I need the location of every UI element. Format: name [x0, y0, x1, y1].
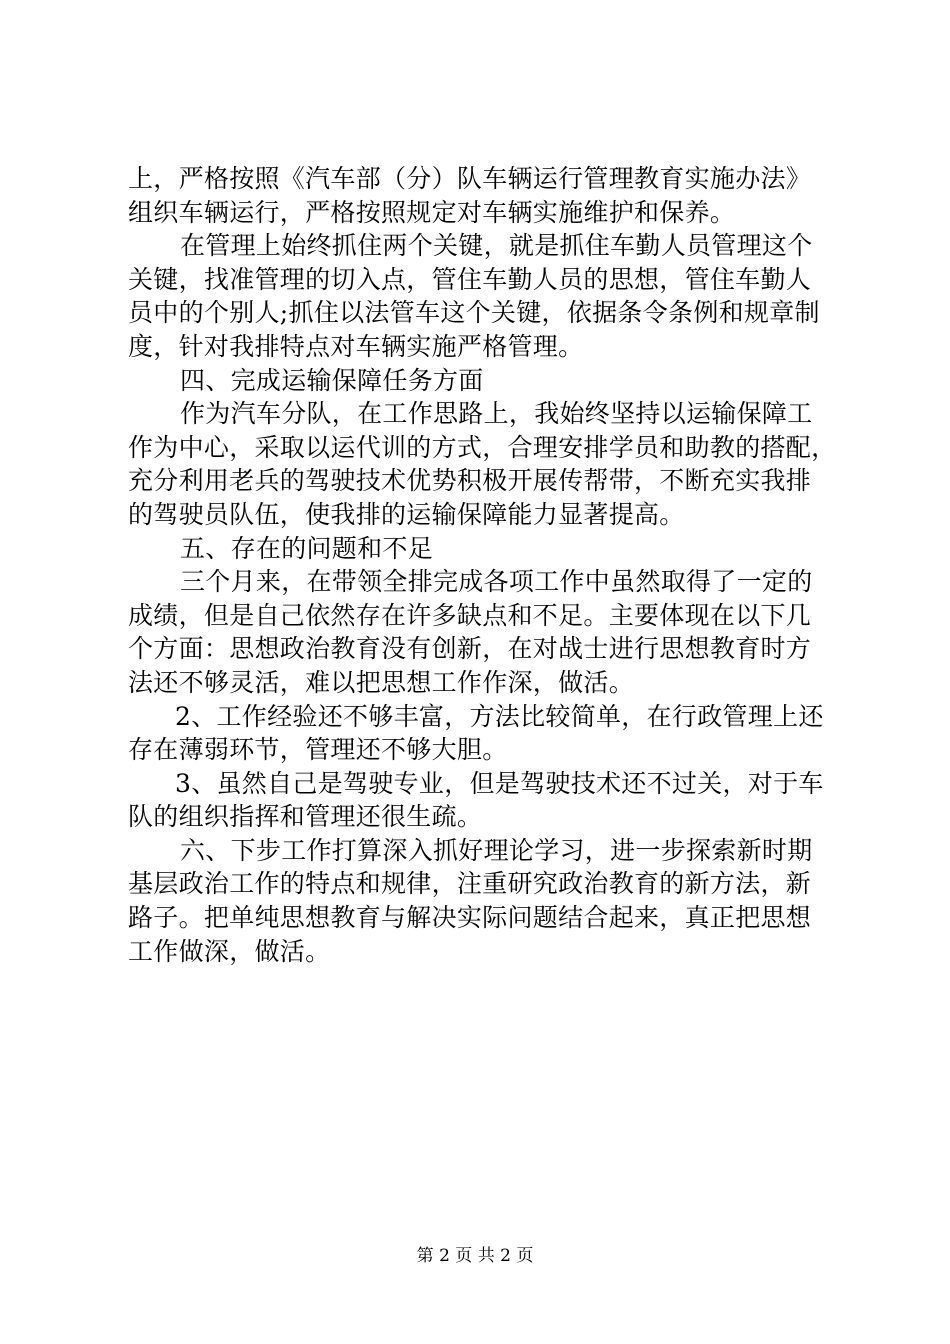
text-line: 个方面：思想政治教育没有创新，在对战士进行思想教育时方	[128, 634, 812, 664]
text-line: 充分利用老兵的驾驶技术优势积极开展传帮带，不断充实我排	[128, 466, 812, 496]
text-line: 三个月来，在带领全排完成各项工作中虽然取得了一定的	[180, 567, 813, 597]
text-line: 2、工作经验还不够丰富，方法比较简单，在行政管理上还	[175, 701, 824, 731]
text-line: 法还不够灵活，难以把思想工作作深，做活。	[128, 667, 635, 697]
text-line: 成绩，但是自己依然存在许多缺点和不足。主要体现在以下几	[128, 600, 812, 630]
page-footer: 第 2 页 共 2 页	[416, 1246, 534, 1266]
text-line: 在管理上始终抓住两个关键，就是抓住车勤人员管理这个	[180, 231, 813, 261]
document-body	[128, 162, 838, 968]
section-heading: 四、完成运输保障任务方面	[180, 365, 484, 395]
text-line: 的驾驶员队伍，使我排的运输保障能力显著提高。	[128, 499, 685, 529]
text-line: 作为汽车分队，在工作思路上，我始终坚持以运输保障工	[180, 399, 813, 429]
text-line: 3、虽然自己是驾驶专业，但是驾驶技术还不过关，对于车	[175, 768, 824, 798]
text-line: 组织车辆运行，严格按照规定对车辆实施维护和保养。	[128, 197, 736, 227]
text-line: 路子。把单纯思想教育与解决实际问题结合起来，真正把思想	[128, 903, 812, 933]
text-line: 员中的个别人;抓住以法管车这个关键，依据条令条例和规章制	[128, 298, 820, 328]
text-line: 存在薄弱环节，管理还不够大胆。	[128, 735, 508, 765]
text-line: 作为中心，采取以运代训的方式，合理安排学员和助教的搭配，	[128, 432, 837, 462]
section-heading: 六、下步工作打算深入抓好理论学习，进一步探索新时期	[180, 835, 813, 865]
text-line: 工作做深，做活。	[128, 936, 331, 966]
text-line: 关键，找准管理的切入点，管住车勤人员的思想，管住车勤人	[128, 264, 812, 294]
section-heading: 五、存在的问题和不足	[180, 533, 434, 563]
text-line: 上，严格按照《汽车部（分）队车辆运行管理教育实施办法》	[128, 164, 812, 193]
text-line: 队的组织指挥和管理还很生疏。	[128, 802, 483, 832]
text-line: 度，针对我排特点对车辆实施严格管理。	[128, 331, 584, 361]
text-line: 基层政治工作的特点和规律，注重研究政治教育的新方法，新	[128, 869, 812, 899]
